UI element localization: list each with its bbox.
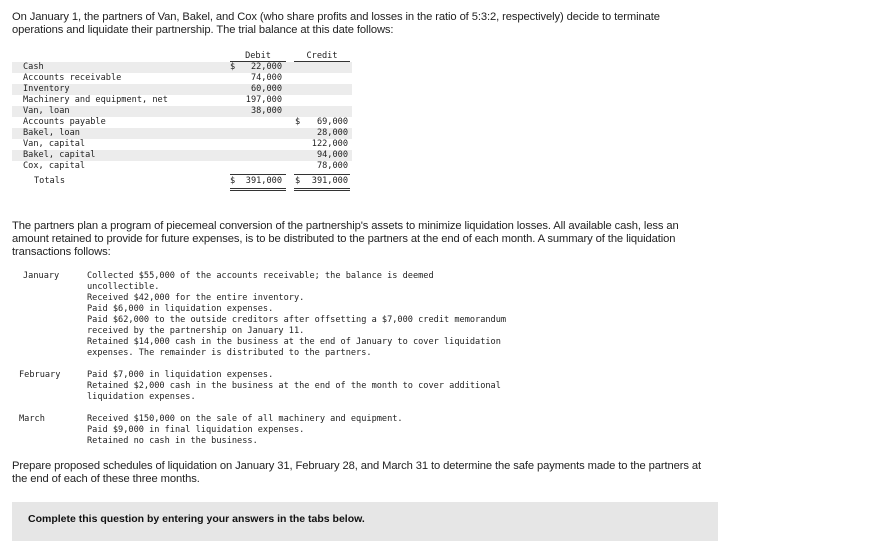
account-label: Bakel, loan bbox=[23, 128, 80, 138]
transaction-line: liquidation expenses. bbox=[87, 392, 196, 402]
transaction-line: Paid $6,000 in liquidation expenses. bbox=[87, 304, 274, 314]
credit-total: 391,000 bbox=[311, 176, 348, 186]
credit-currency: $ bbox=[295, 117, 301, 127]
transaction-line: Received $42,000 for the entire inventory. bbox=[87, 293, 305, 303]
account-label: Accounts payable bbox=[23, 117, 106, 127]
totals-double-underline-credit bbox=[294, 188, 350, 191]
month-label: March bbox=[19, 414, 45, 424]
table-row bbox=[12, 128, 352, 139]
table-row bbox=[12, 62, 352, 73]
totals-double-underline-debit bbox=[230, 188, 286, 191]
table-row bbox=[12, 106, 352, 117]
transaction-line: Retained no cash in the business. bbox=[87, 436, 258, 446]
transaction-line: Retained $14,000 cash in the business at the end of January to cover liquidation bbox=[87, 337, 501, 347]
transaction-line: Retained $2,000 cash in the business at the end of the month to cover additional bbox=[87, 381, 501, 391]
account-label: Machinery and equipment, net bbox=[23, 95, 168, 105]
debit-amount: 197,000 bbox=[245, 95, 282, 105]
account-label: Van, loan bbox=[23, 106, 70, 116]
transaction-lines bbox=[87, 271, 567, 359]
totals-underline-credit bbox=[294, 174, 350, 175]
debit-currency: $ bbox=[230, 62, 236, 72]
credit-header: Credit bbox=[306, 51, 338, 61]
table-row bbox=[12, 150, 352, 161]
transaction-lines bbox=[87, 370, 567, 403]
transaction-line: Received $150,000 on the sale of all machinery and equipment. bbox=[87, 414, 403, 424]
account-label: Cash bbox=[23, 62, 44, 72]
account-label: Cox, capital bbox=[23, 161, 86, 171]
table-row bbox=[12, 117, 352, 128]
debit-amount: 74,000 bbox=[250, 73, 282, 83]
totals-label: Totals bbox=[34, 176, 66, 186]
table-row bbox=[12, 84, 352, 95]
banner-text: Complete this question by entering your answers in the tabs below. bbox=[28, 513, 365, 525]
account-label: Accounts receivable bbox=[23, 73, 122, 83]
debit-amount: 60,000 bbox=[250, 84, 282, 94]
instructions-banner bbox=[12, 502, 718, 541]
transaction-line: expenses. The remainder is distributed to the partners. bbox=[87, 348, 372, 358]
plan-text: The partners plan a program of piecemeal conversion of the partnership's assets to minimize liquidation losses. All available cash, less an amount retained to provide for future expenses, is to be distributed to the partners at the end of each month. A summary of the liquidation transactions follows: bbox=[12, 220, 679, 258]
transaction-line: uncollectible. bbox=[87, 282, 160, 292]
month-label: January bbox=[23, 271, 60, 281]
debit-amount: 22,000 bbox=[250, 62, 282, 72]
totals-row bbox=[12, 176, 352, 187]
debit-total: 391,000 bbox=[245, 176, 282, 186]
debit-header: Debit bbox=[245, 51, 271, 61]
credit-amount: 69,000 bbox=[316, 117, 348, 127]
totals-underline-debit bbox=[230, 174, 286, 175]
debit-currency: $ bbox=[230, 176, 236, 186]
table-row bbox=[12, 95, 352, 106]
account-label: Bakel, capital bbox=[23, 150, 96, 160]
transaction-line: Paid $7,000 in liquidation expenses. bbox=[87, 370, 274, 380]
month-label: February bbox=[19, 370, 61, 380]
credit-amount: 94,000 bbox=[316, 150, 348, 160]
transaction-line: Paid $62,000 to the outside creditors after offsetting a $7,000 credit memorandum bbox=[87, 315, 507, 325]
transaction-lines bbox=[87, 414, 567, 447]
debit-amount: 38,000 bbox=[250, 106, 282, 116]
account-label: Inventory bbox=[23, 84, 70, 94]
credit-amount: 28,000 bbox=[316, 128, 348, 138]
table-row bbox=[12, 161, 352, 172]
transaction-line: Paid $9,000 in final liquidation expenses. bbox=[87, 425, 305, 435]
credit-amount: 78,000 bbox=[316, 161, 348, 171]
intro-text: On January 1, the partners of Van, Bakel, and Cox (who share profits and losses in the ratio of 5:3:2, respectively) decide to terminate operations and liquidate their partnership. The trial balance at this date follows: bbox=[12, 11, 660, 36]
transaction-line: received by the partnership on January 11. bbox=[87, 326, 305, 336]
trial-balance-header bbox=[12, 50, 352, 61]
account-label: Van, capital bbox=[23, 139, 86, 149]
credit-amount: 122,000 bbox=[311, 139, 348, 149]
prompt-text: Prepare proposed schedules of liquidation on January 31, February 28, and March 31 to determine the safe payments made to the partners at the end of each of these three months. bbox=[12, 460, 702, 485]
transaction-line: Collected $55,000 of the accounts receivable; the balance is deemed bbox=[87, 271, 434, 281]
table-row bbox=[12, 139, 352, 150]
credit-currency: $ bbox=[295, 176, 301, 186]
table-row bbox=[12, 73, 352, 84]
